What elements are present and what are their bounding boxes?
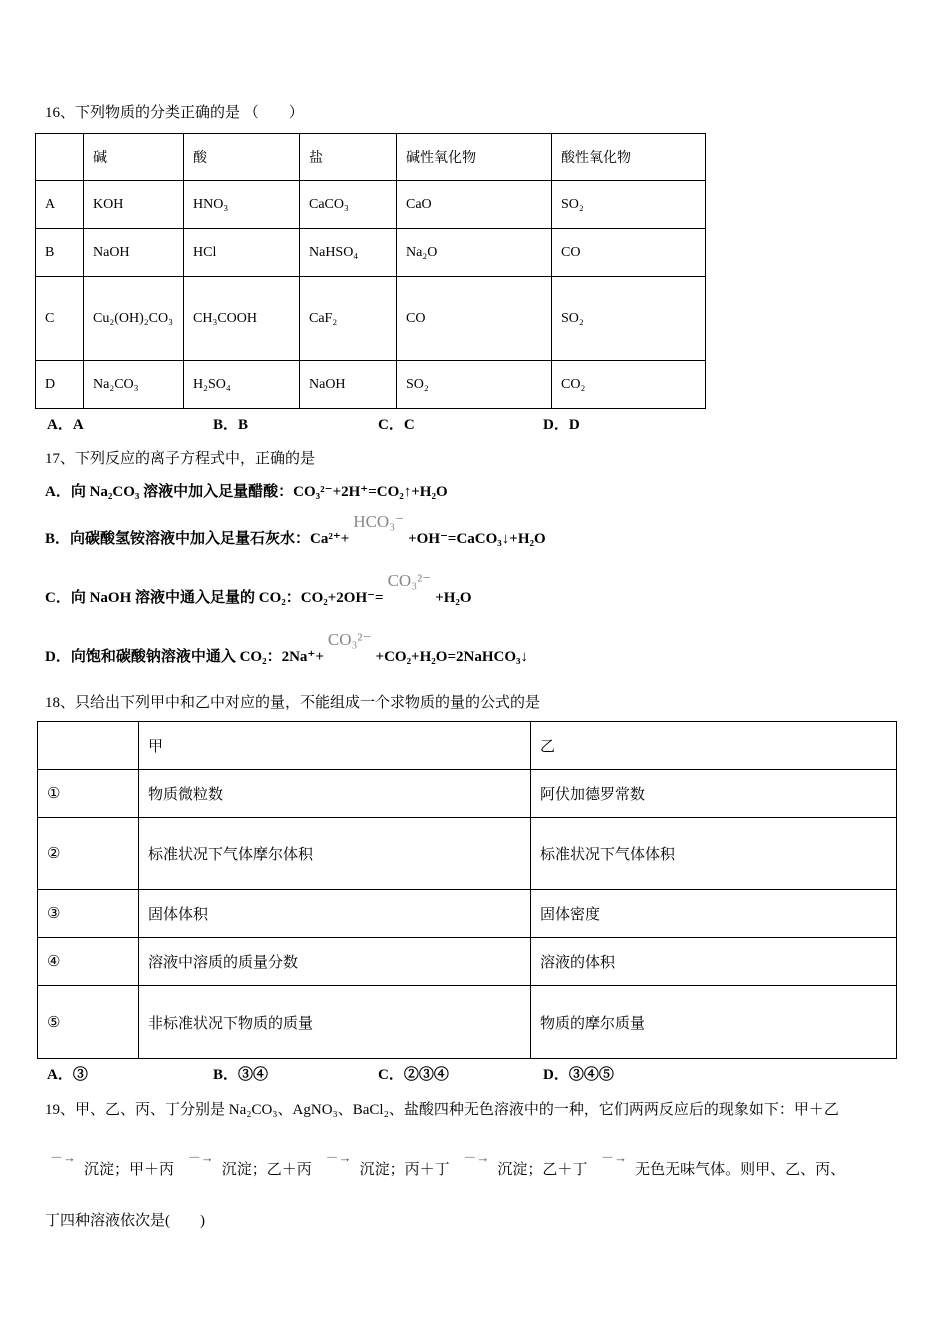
text: 无色无味气体。则甲、乙、丙、 — [635, 1162, 846, 1178]
table-cell: Na₂O — [397, 229, 552, 277]
table-cell: NaHSO₄ — [300, 229, 397, 277]
table-cell: KOH — [84, 181, 184, 229]
table-header-row — [38, 722, 897, 770]
q17-option-a[interactable]: A．向 Na₂CO₃ 溶液中加入足量醋酸：CO₃²⁻+2H⁺=CO₂↑+H₂O — [45, 484, 448, 500]
table-cell: Na₂CO₃ — [84, 361, 184, 409]
text: 沉淀；乙＋丙 — [221, 1162, 312, 1178]
table-cell: D — [36, 361, 84, 409]
q19-line-3: 丁四种溶液依次是( ) — [45, 1213, 205, 1229]
arrow-icon: －→ — [325, 1150, 352, 1165]
q18-table — [37, 721, 897, 1059]
table-row — [38, 938, 897, 986]
table-cell: ② — [38, 818, 139, 890]
q16-table — [35, 133, 706, 409]
table-cell: 酸性氧化物 — [552, 134, 706, 181]
arrow-icon: －→ — [463, 1150, 490, 1165]
text: +CO₂+H₂O=2NaHCO₃↓ — [375, 649, 528, 665]
table-cell: SO₂ — [397, 361, 552, 409]
table-cell: 阿伏加德罗常数 — [531, 770, 897, 818]
text: 沉淀；乙＋丁 — [497, 1162, 588, 1178]
table-cell: 非标准状况下物质的质量 — [139, 986, 531, 1059]
arrow-icon: －→ — [187, 1150, 214, 1165]
table-cell: 酸 — [184, 134, 300, 181]
arrow-icon: －→ — [50, 1150, 77, 1165]
option-c[interactable]: C．②③④ — [378, 1067, 449, 1083]
q17-title: 17、下列反应的离子方程式中，正确的是 — [45, 451, 316, 467]
table-cell: 溶液的体积 — [531, 938, 897, 986]
table-cell: ⑤ — [38, 986, 139, 1059]
table-row — [36, 181, 706, 229]
table-row — [36, 361, 706, 409]
table-cell: 甲 — [139, 722, 531, 770]
ion-formula: HCO₃⁻ — [353, 512, 405, 531]
table-cell: CaO — [397, 181, 552, 229]
table-cell: HNO₃ — [184, 181, 300, 229]
text: D．向饱和碳酸钠溶液中通入 CO₂：2Na⁺+ — [45, 649, 324, 665]
table-cell: NaOH — [300, 361, 397, 409]
table-row — [36, 229, 706, 277]
option-a[interactable]: A．③ — [47, 1067, 88, 1083]
table-cell: NaOH — [84, 229, 184, 277]
table-cell: CO — [552, 229, 706, 277]
table-cell: C — [36, 277, 84, 361]
table-header-row — [36, 134, 706, 181]
table-cell: H₂SO₄ — [184, 361, 300, 409]
text: C．向 NaOH 溶液中通入足量的 CO₂：CO₂+2OH⁻= — [45, 590, 384, 606]
table-cell: CH₃COOH — [184, 277, 300, 361]
table-cell: B — [36, 229, 84, 277]
table-cell: A — [36, 181, 84, 229]
text: +H₂O — [435, 590, 472, 606]
q16-title: 16、下列物质的分类正确的是 （ ） — [45, 105, 304, 121]
table-cell: CaCO₃ — [300, 181, 397, 229]
table-row — [38, 890, 897, 938]
table-row — [38, 818, 897, 890]
text: B．向碳酸氢铵溶液中加入足量石灰水：Ca²⁺+ — [45, 531, 350, 547]
table-cell: 盐 — [300, 134, 397, 181]
table-cell: SO₂ — [552, 277, 706, 361]
ion-formula: CO₃²⁻ — [387, 571, 432, 590]
text: +OH⁻=CaCO₃↓+H₂O — [408, 531, 546, 547]
option-c[interactable]: C．C — [378, 417, 415, 433]
table-cell: CO₂ — [552, 361, 706, 409]
table-cell: 溶液中溶质的质量分数 — [139, 938, 531, 986]
table-row — [38, 770, 897, 818]
table-cell: 乙 — [531, 722, 897, 770]
option-a[interactable]: A．A — [47, 417, 84, 433]
option-b[interactable]: B．③④ — [213, 1067, 269, 1083]
table-cell — [36, 134, 84, 181]
table-cell: SO₂ — [552, 181, 706, 229]
table-cell: HCl — [184, 229, 300, 277]
table-cell: 物质微粒数 — [139, 770, 531, 818]
table-cell: ④ — [38, 938, 139, 986]
q18-title: 18、只给出下列甲中和乙中对应的量，不能组成一个求物质的量的公式的是 — [45, 695, 541, 711]
table-cell: Cu₂(OH)₂CO₃ — [84, 277, 184, 361]
table-cell: 碱 — [84, 134, 184, 181]
q17-option-b[interactable] — [45, 512, 546, 548]
ion-formula: CO₃²⁻ — [327, 630, 372, 649]
option-b[interactable]: B．B — [213, 417, 249, 433]
text: 沉淀；甲＋丙 — [84, 1162, 175, 1178]
table-cell: 标准状况下气体摩尔体积 — [139, 818, 531, 890]
option-d[interactable]: D．D — [543, 417, 580, 433]
table-cell: 固体体积 — [139, 890, 531, 938]
q17-option-d[interactable] — [45, 630, 528, 666]
table-row — [38, 986, 897, 1059]
arrow-icon: －→ — [601, 1150, 628, 1165]
q17-option-c[interactable] — [45, 571, 472, 607]
table-cell: ① — [38, 770, 139, 818]
table-cell: ③ — [38, 890, 139, 938]
table-cell: CaF₂ — [300, 277, 397, 361]
option-d[interactable]: D．③④⑤ — [543, 1067, 614, 1083]
table-cell: 标准状况下气体体积 — [531, 818, 897, 890]
table-cell: CO — [397, 277, 552, 361]
table-cell: 物质的摩尔质量 — [531, 986, 897, 1059]
text: 沉淀；丙＋丁 — [359, 1162, 450, 1178]
q19-line-1: 19、甲、乙、丙、丁分别是 Na₂CO₃、AgNO₃、BaCl₂、盐酸四种无色溶液中的一种，它们两两反应后的现象如下：甲＋乙 — [45, 1102, 839, 1118]
table-row — [36, 277, 706, 361]
table-cell: 固体密度 — [531, 890, 897, 938]
q19-line-2 — [50, 1150, 846, 1179]
table-cell: 碱性氧化物 — [397, 134, 552, 181]
table-cell — [38, 722, 139, 770]
